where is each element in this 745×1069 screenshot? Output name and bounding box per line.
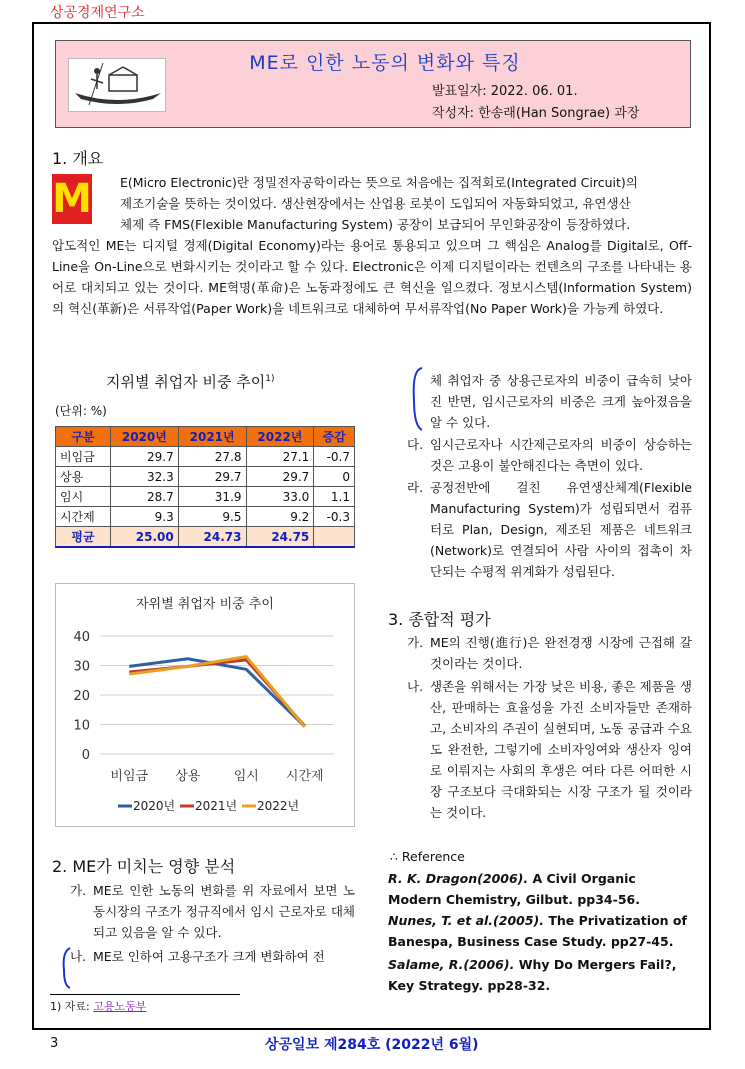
right-cont-text: 체 취업자 중 상용근로자의 비중이 급속히 낮아진 반면, 임시근로자의 비중은 크게 높아졌음을 알 수 있다.: [430, 373, 692, 430]
s2-item-ga-mark: 가.: [70, 883, 87, 898]
cell: [314, 527, 355, 548]
boat-logo: [68, 58, 166, 112]
s2-item-ga-text: ME로 인한 노동의 변화를 위 자료에서 보면 노동시장의 구조가 정규직에서 임시 근로자로 대체되고 있음을 알 수 있다.: [93, 883, 355, 940]
cell: -0.7: [314, 447, 355, 467]
x-tick-label: 시간제: [285, 769, 324, 784]
publish-date: 발표일자: 2022. 06. 01.: [432, 84, 578, 99]
item-da-text: 임시근로자나 시간제근로자의 비중이 상승하는 것은 고용이 불안해진다는 측면이 있다.: [430, 437, 692, 473]
y-tick-label: 40: [73, 630, 90, 645]
cell: 상용: [56, 467, 111, 487]
cell: 27.8: [178, 447, 246, 467]
s2-item-na-text: ME로 인하여 고용구조가 크게 변화하여 전: [93, 949, 325, 964]
legend-label: 2021년: [195, 799, 238, 813]
table-row: [56, 487, 355, 507]
cell: 9.2: [246, 507, 314, 527]
footer-title: 상공일보 제284호 (2022년 6월): [265, 1037, 479, 1053]
legend-label: 2020년: [133, 799, 176, 813]
s3-item-ga-mark: 가.: [407, 635, 424, 650]
reference-item: [388, 954, 692, 996]
table-row: [56, 447, 355, 467]
cell: 32.3: [110, 467, 178, 487]
reference-item: [388, 868, 692, 910]
cell: 28.7: [110, 487, 178, 507]
y-tick-label: 0: [81, 748, 90, 763]
section1-line3: 체제 즉 FMS(Flexible Manufacturing System) 공장이 보급되어 무인화공장이 등장하였다.: [120, 217, 631, 232]
document-title: ME로 인한 노동의 변화와 특징: [249, 52, 521, 74]
item-ra-mark: 라.: [407, 480, 424, 495]
cell: 24.73: [178, 527, 246, 548]
cell: 29.7: [246, 467, 314, 487]
col-header: 증감: [314, 427, 355, 447]
reference-author: Salame, R.(2006).: [388, 957, 515, 972]
x-tick-label: 비임금: [110, 769, 149, 784]
chart-svg: [56, 584, 354, 826]
legend-label: 2022년: [257, 799, 300, 813]
s3-item-ga-text: ME의 진행(進行)은 완전경쟁 시장에 근접해 갈 것이라는 것이다.: [430, 635, 692, 671]
footnote-ref[interactable]: 1): [265, 374, 275, 384]
cell: 29.7: [110, 447, 178, 467]
reference-text: A Civil Organic Modern Chemistry, Gilbut. pp34-56.: [388, 871, 640, 907]
y-tick-label: 30: [73, 659, 90, 675]
y-tick-label: 20: [73, 689, 90, 704]
table-avg-row: [56, 527, 355, 548]
footnote-rule: [50, 994, 240, 995]
s2-item-na-mark: 나.: [70, 949, 87, 964]
cell: 27.1: [246, 447, 314, 467]
col-header: 2020년: [110, 427, 178, 447]
page-number: 3: [50, 1036, 59, 1051]
cell: 25.00: [110, 527, 178, 548]
cell: 0: [314, 467, 355, 487]
reference-item: [388, 910, 692, 952]
cell: 9.5: [178, 507, 246, 527]
reference-heading: ∴ Reference: [390, 849, 465, 864]
cell: 29.7: [178, 467, 246, 487]
section1-line1: E(Micro Electronic)란 정밀전자공학이라는 뜻으로 처음에는 집적회로(Integrated Circuit)의: [120, 175, 638, 190]
item-ra-text: 공정전반에 걸친 유연생산체계(Flexible Manufacturing System)가 성립되면서 컴퓨터로 Plan, Design, 제조된 제품은 네트워크(Network)로 연결되어 사람 사이의 접촉이 차단되는 수평적 위계화가 성립된다.: [430, 480, 692, 579]
col-header: 구분: [56, 427, 111, 447]
org-header: 상공경제연구소: [50, 5, 145, 21]
col-header: 2022년: [246, 427, 314, 447]
section1-body: 압도적인 ME는 디지털 경제(Digital Economy)라는 용어로 통용되고 있으며 그 핵심은 Analog를 Digital로, Off-Line을 On-Line으로 변화시키는 것이라고 할 수 있다. Electronic은 이제 디지털이라는 컨텐츠의 구조를 나타내는 용어로 대치되고 있는 것이다. ME혁명(革命)은 노동과정에도 큰 혁신을 일으켰다. 정보시스템(Information System)의 혁신(革新)은 서류작업(Paper Work)을 네트워크로 대체하여 무서류작업(No Paper Work)을 가능케 하였다.: [52, 238, 692, 316]
table-row: [56, 467, 355, 487]
reference-author: R. K. Dragon(2006).: [388, 871, 529, 886]
line-chart: [55, 583, 355, 827]
x-tick-label: 임시: [233, 769, 259, 784]
cell: 임시: [56, 487, 111, 507]
section3-heading: 3. 종합적 평가: [388, 610, 491, 629]
author: 작성자: 한송래(Han Songrae) 과장: [432, 106, 640, 121]
reference-author: Nunes, T. et al.(2005).: [388, 913, 545, 928]
cell: 31.9: [178, 487, 246, 507]
table-title: [106, 371, 274, 392]
cell: 24.75: [246, 527, 314, 548]
cell: 비임금: [56, 447, 111, 467]
cell: 평균: [56, 527, 111, 548]
y-tick-label: 10: [73, 718, 90, 734]
edit-mark-bracket: [410, 366, 424, 436]
table-unit: (단위: %): [55, 404, 107, 418]
s3-item-na-text: 생존을 위해서는 가장 낮은 비용, 좋은 제품을 생산, 판매하는 효율성을 가진 소비자들만 존재하고, 소비자의 주권이 실현되며, 노동 공급과 수요도 완전한, 그렇기에 소비자잉여와 생산자 잉여로 이뤄지는 사회의 후생은 여타 다른 어떠한 시장 구조보다 극대화되는 시장 구조가 될 것이라는 것이다.: [430, 679, 692, 820]
x-tick-label: 상용: [175, 769, 201, 784]
dropcap: M: [52, 176, 92, 222]
section2-heading: 2. ME가 미치는 영향 분석: [52, 857, 236, 876]
cell: 33.0: [246, 487, 314, 507]
reference-text: The Privatization of Banespa, Business Case Study. pp27-45.: [388, 913, 687, 949]
cell: 9.3: [110, 507, 178, 527]
reference-text: Why Do Mergers Fail?, Key Strategy. pp28-32.: [388, 957, 677, 993]
table-header-row: [56, 427, 355, 447]
s3-item-na-mark: 나.: [407, 679, 424, 694]
table-title-text: 지위별 취업자 비중 추이: [106, 373, 266, 391]
chart-title: 자위별 취업자 비중 추이: [136, 597, 274, 612]
col-header: 2021년: [178, 427, 246, 447]
section1-heading: 1. 개요: [52, 149, 104, 168]
footnote-text: 1) 자료:: [50, 1000, 94, 1013]
table-row: [56, 507, 355, 527]
item-da-mark: 다.: [407, 437, 424, 452]
cell: 시간제: [56, 507, 111, 527]
footnote-source-link[interactable]: 고용노동부: [93, 1000, 147, 1013]
cell: 1.1: [314, 487, 355, 507]
employment-table: [55, 426, 355, 548]
footnote: [50, 998, 146, 1014]
cell: -0.3: [314, 507, 355, 527]
section1-line2: 제조기술을 뜻하는 것이었다. 생산현장에서는 산업용 로봇이 도입되어 자동화되었고, 유연생산: [120, 196, 631, 211]
series-line-2022년: [129, 657, 305, 727]
